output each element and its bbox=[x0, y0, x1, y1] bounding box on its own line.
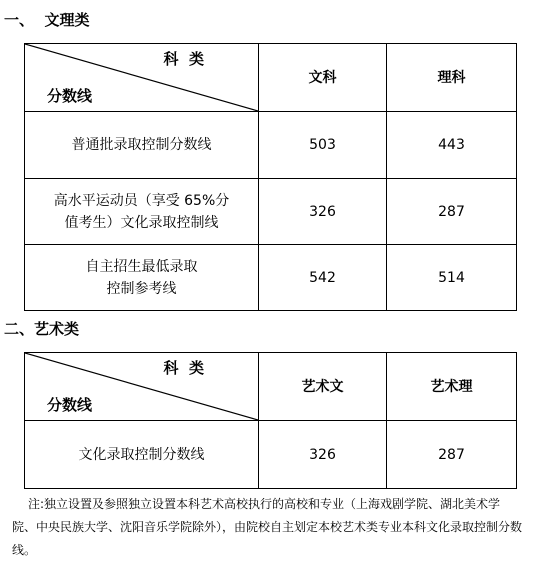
score-cell: 326 bbox=[259, 179, 387, 245]
row-label bbox=[25, 421, 259, 489]
column-header-science: 理科 bbox=[387, 44, 517, 112]
score-line-label: 分数线 bbox=[47, 87, 93, 105]
section-2-heading: 二、艺术类 bbox=[4, 320, 80, 338]
row-label-line: 普通批录取控制分数线 bbox=[71, 137, 212, 153]
column-header-art-science: 艺术理 bbox=[387, 353, 517, 421]
diagonal-header-cell bbox=[25, 44, 259, 112]
table-row bbox=[25, 245, 517, 311]
row-label-line: 高水平运动员（享受 65%分 bbox=[53, 192, 230, 209]
section-1-heading: 一、 文理类 bbox=[4, 11, 90, 29]
table-row bbox=[25, 112, 517, 179]
table-header-row bbox=[25, 44, 517, 112]
score-cell: 443 bbox=[387, 112, 517, 179]
row-label bbox=[25, 112, 259, 179]
table-row bbox=[25, 421, 517, 489]
row-label bbox=[25, 179, 259, 245]
score-cell: 326 bbox=[259, 421, 387, 489]
footnote: 注:独立设置及参照独立设置本科艺术高校执行的高校和专业（上海戏剧学院、湖北美术学院、中央民族大学、沈阳音乐学院除外），由院校自主划定本校艺术类专业本科文化录取控制分数线。 bbox=[12, 497, 523, 557]
column-header-art-liberal: 艺术文 bbox=[259, 353, 387, 421]
row-label-line: 自主招生最低录取 bbox=[85, 258, 198, 275]
column-header-liberal-arts: 文科 bbox=[259, 44, 387, 112]
row-label-line: 值考生）文化录取控制线 bbox=[64, 214, 219, 231]
science-arts-score-table bbox=[24, 43, 517, 311]
score-cell: 542 bbox=[259, 245, 387, 311]
score-cell: 287 bbox=[387, 179, 517, 245]
row-label-line: 控制参考线 bbox=[106, 280, 177, 297]
row-label-line: 文化录取控制分数线 bbox=[78, 446, 205, 463]
score-cell: 287 bbox=[387, 421, 517, 489]
category-label: 科 类 bbox=[163, 50, 204, 68]
art-score-table bbox=[24, 352, 517, 489]
score-cell: 514 bbox=[387, 245, 517, 311]
diagonal-header-cell bbox=[25, 353, 259, 421]
table-header-row bbox=[25, 353, 517, 421]
row-label bbox=[25, 245, 259, 311]
score-line-label: 分数线 bbox=[47, 396, 93, 414]
score-cell: 503 bbox=[259, 112, 387, 179]
category-label: 科 类 bbox=[163, 359, 204, 377]
table-row bbox=[25, 179, 517, 245]
